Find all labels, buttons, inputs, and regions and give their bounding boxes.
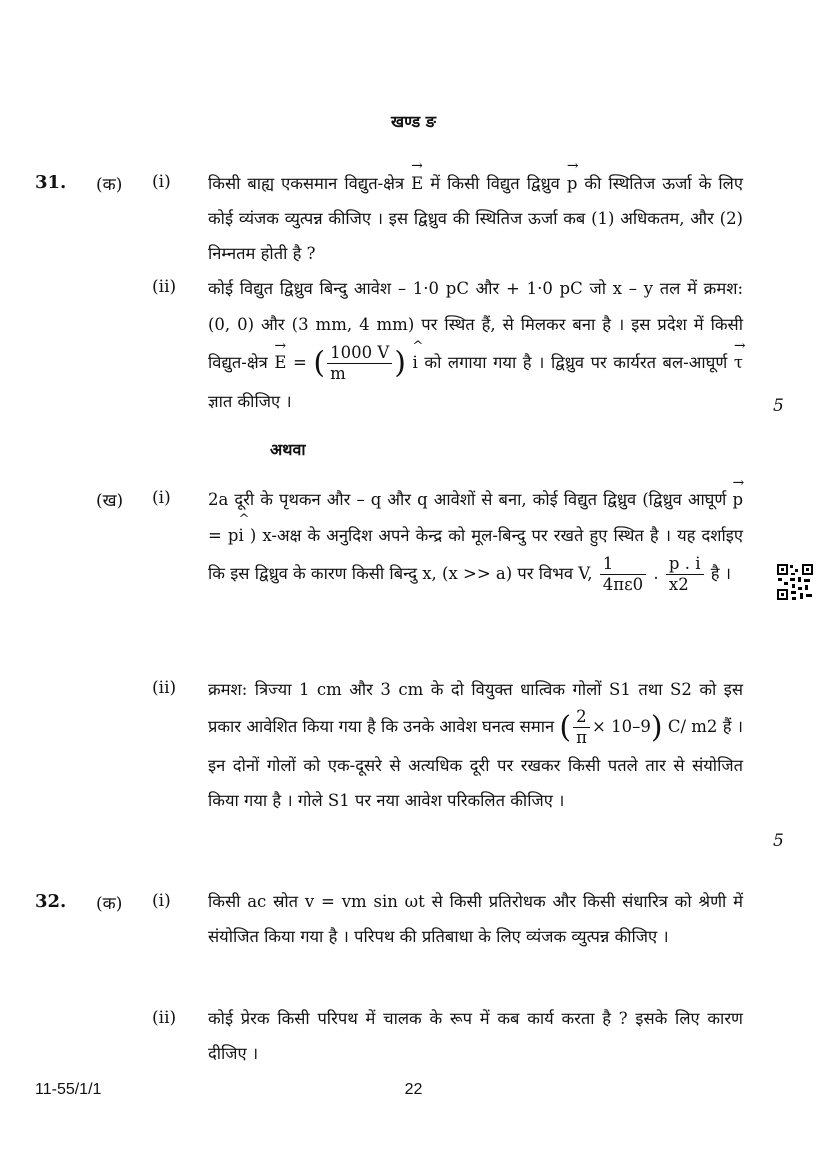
question-number-32: 32.	[35, 891, 67, 912]
q31-b-ii-label: (ii)	[152, 678, 177, 698]
q31-a-i-text: किसी बाह्य एकसमान विद्युत-क्षेत्र → E में किसी विद्युत द्विध्रुव → p की स्थितिज ऊर्जा के लिए कोई व्यंजक व्युत्पन्न कीजिए । इस द्विध्रुव की स्थितिज ऊर्जा कब (1) अधिकतम, और (2) निम्नतम होती है ?	[208, 158, 743, 263]
q31-part-b-label: (ख)	[96, 491, 124, 511]
page-number: 22	[404, 1081, 423, 1098]
q32-a-i-text: किसी ac स्रोत v = vm sin ωt से किसी प्रतिरोधक और किसी संधारित्र को श्रेणी में संयोजित किया गया है । परिपथ की प्रतिबाधा के लिए व्यंजक व्युत्पन्न कीजिए ।	[208, 892, 743, 946]
q32-a-i-label: (i)	[152, 891, 171, 911]
or-divider: अथवा	[270, 440, 306, 459]
q32-a-ii-label: (ii)	[152, 1008, 177, 1028]
q31-b-i-label: (i)	[152, 488, 171, 508]
q31-b-i-text: 2a दूरी के पृथकन और – q और q आवेशों से बना, कोई विद्युत द्विध्रुव (द्विध्रुव आघूर्ण → p = p ^ i ) x-अक्ष के अनुदिश अपने केन्द्र को मूल-बिन्दु पर रखते हुए स्थित है । यह दर्शाइए कि इस द्विध्रुव के कारण किसी बिन्दु x, (x >> a) पर विभव V, $\frac{1}{4\pi\varepsilon 0}$ . $\frac{p . i}{x2}$ है ।	[208, 475, 745, 594]
q32-a-ii-text: कोई प्रेरक किसी परिपथ में चालक के रूप में कब कार्य करता है ? इसके लिए कारण दीजिए ।	[208, 1009, 743, 1063]
q31-b-marks: 5	[773, 831, 784, 851]
q31-a-marks: 5	[773, 396, 784, 416]
q31-a-i-label: (i)	[152, 172, 171, 192]
q31-a-ii-text: कोई विद्युत द्विध्रुव बिन्दु आवेश – 1·0 pC और + 1·0 pC जो x – y तल में क्रमश: (0, 0) और (3 mm, 4 mm) पर स्थित हैं, से मिलकर बना है । इस प्रदेश में किसी विद्युत-क्षेत्र → E = ( $\frac{1000 V}{m}$ ) ^ i को लगाया गया है । द्विध्रुव पर कार्यरत बल-आघूर्ण → τ ज्ञात कीजिए ।	[208, 279, 746, 411]
paper-code: 11-55/1/1	[35, 1081, 102, 1098]
q31-part-a-label: (क)	[96, 175, 123, 195]
q31-b-ii-text: क्रमश: त्रिज्या 1 cm और 3 cm के दो वियुक्त धात्विक गोलों S1 तथा S2 को इस प्रकार आवेशित किया गया है कि उनके आवेश घनत्व समान ( $\frac{2}{\pi}$ × 10–9) C/ m2 हैं । इन दोनों गोलों को एक-दूसरे से अत्यधिक दूरी पर रखकर किसी पतले तार से संयोजित किया गया है । गोले S1 पर नया आवेश परिकलित कीजिए ।	[208, 680, 744, 810]
section-title: खण्ड ङ	[390, 112, 436, 131]
q32-part-a-label: (क)	[96, 894, 123, 914]
qr-code-icon	[776, 563, 814, 601]
q31-a-ii-label: (ii)	[152, 277, 177, 297]
question-number-31: 31.	[35, 172, 67, 193]
